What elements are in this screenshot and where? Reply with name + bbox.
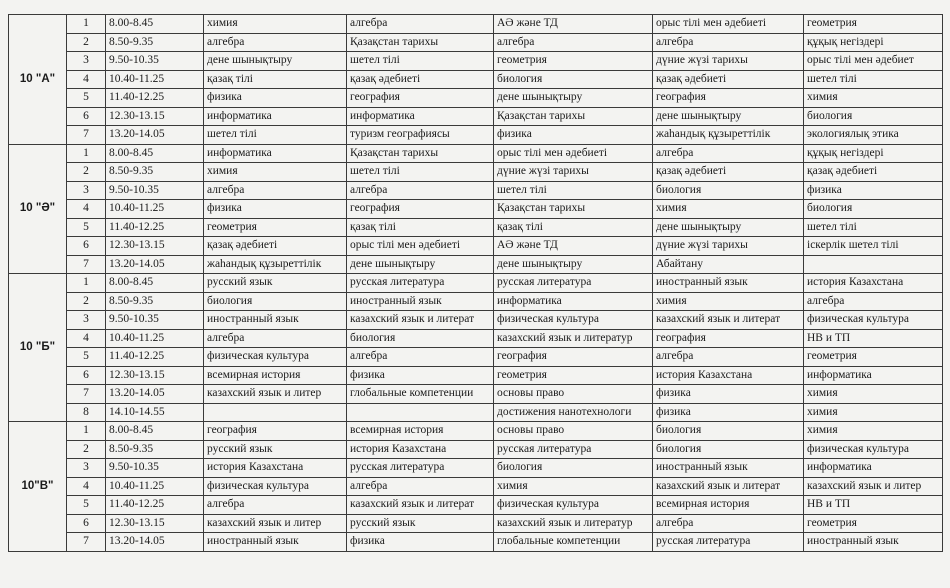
- subject-cell: экологиялық этика: [804, 126, 943, 145]
- subject-cell: физика: [204, 200, 347, 219]
- lesson-time: 8.50-9.35: [106, 163, 204, 182]
- lesson-number: 7: [67, 255, 106, 274]
- subject-cell: география: [204, 422, 347, 441]
- lesson-time: 9.50-10.35: [106, 52, 204, 71]
- subject-cell: дене шынықтыру: [204, 52, 347, 71]
- lesson-time: 13.20-14.05: [106, 533, 204, 552]
- subject-cell: Қазақстан тарихы: [494, 200, 653, 219]
- subject-cell: география: [653, 329, 804, 348]
- lesson-time: 9.50-10.35: [106, 311, 204, 330]
- subject-cell: история Казахстана: [653, 366, 804, 385]
- subject-cell: алгебра: [347, 348, 494, 367]
- table-row: [9, 533, 943, 552]
- table-row: [9, 422, 943, 441]
- subject-cell: химия: [804, 403, 943, 422]
- subject-cell: жаһандық құзыреттілік: [204, 255, 347, 274]
- subject-cell: алгебра: [204, 329, 347, 348]
- lesson-number: 2: [67, 440, 106, 459]
- subject-cell: казахский язык и литератур: [494, 329, 653, 348]
- subject-cell: история Казахстана: [347, 440, 494, 459]
- schedule-table: [8, 14, 943, 552]
- lesson-number: 6: [67, 107, 106, 126]
- subject-cell: география: [494, 348, 653, 367]
- lesson-time: 8.50-9.35: [106, 33, 204, 52]
- table-row: [9, 403, 943, 422]
- subject-cell: русская литература: [347, 274, 494, 293]
- subject-cell: физика: [653, 385, 804, 404]
- subject-cell: Қазақстан тарихы: [347, 144, 494, 163]
- subject-cell: алгебра: [204, 181, 347, 200]
- subject-cell: шетел тілі: [204, 126, 347, 145]
- lesson-time: 9.50-10.35: [106, 181, 204, 200]
- table-row: [9, 107, 943, 126]
- subject-cell: шетел тілі: [804, 70, 943, 89]
- schedule-body: [9, 15, 943, 552]
- subject-cell: шетел тілі: [494, 181, 653, 200]
- subject-cell: физическая культура: [804, 440, 943, 459]
- table-row: [9, 237, 943, 256]
- subject-cell: иностранный язык: [653, 274, 804, 293]
- lesson-number: 1: [67, 422, 106, 441]
- table-row: [9, 126, 943, 145]
- lesson-number: 5: [67, 218, 106, 237]
- subject-cell: физика: [653, 403, 804, 422]
- subject-cell: алгебра: [653, 514, 804, 533]
- subject-cell: география: [653, 89, 804, 108]
- lesson-number: 2: [67, 33, 106, 52]
- lesson-number: 1: [67, 274, 106, 293]
- lesson-number: 5: [67, 348, 106, 367]
- subject-cell: [347, 403, 494, 422]
- subject-cell: қазақ тілі: [204, 70, 347, 89]
- subject-cell: алгебра: [653, 144, 804, 163]
- subject-cell: казахский язык и литерат: [653, 477, 804, 496]
- subject-cell: иностранный язык: [204, 533, 347, 552]
- lesson-number: 4: [67, 477, 106, 496]
- subject-cell: русская литература: [494, 274, 653, 293]
- table-row: [9, 200, 943, 219]
- table-row: [9, 15, 943, 34]
- subject-cell: история Казахстана: [804, 274, 943, 293]
- subject-cell: физическая культура: [494, 311, 653, 330]
- subject-cell: дене шынықтыру: [494, 255, 653, 274]
- subject-cell: иностранный язык: [653, 459, 804, 478]
- subject-cell: информатика: [204, 107, 347, 126]
- table-row: [9, 459, 943, 478]
- subject-cell: дүние жүзі тарихы: [653, 237, 804, 256]
- subject-cell: іскерлік шетел тілі: [804, 237, 943, 256]
- table-row: [9, 366, 943, 385]
- subject-cell: всемирная история: [204, 366, 347, 385]
- subject-cell: физика: [347, 533, 494, 552]
- table-row: [9, 70, 943, 89]
- subject-cell: құқық негіздері: [804, 33, 943, 52]
- subject-cell: глобальные компетенции: [494, 533, 653, 552]
- subject-cell: шетел тілі: [347, 163, 494, 182]
- lesson-time: 10.40-11.25: [106, 70, 204, 89]
- class-name: 10"В": [9, 422, 67, 552]
- subject-cell: шетел тілі: [804, 218, 943, 237]
- subject-cell: алгебра: [347, 477, 494, 496]
- subject-cell: орыс тілі мен әдебиеті: [347, 237, 494, 256]
- class-name: 10 "Ә": [9, 144, 67, 274]
- lesson-time: 8.00-8.45: [106, 422, 204, 441]
- subject-cell: физическая культура: [204, 348, 347, 367]
- lesson-number: 7: [67, 126, 106, 145]
- lesson-number: 1: [67, 15, 106, 34]
- subject-cell: достижения нанотехнологи: [494, 403, 653, 422]
- subject-cell: география: [347, 89, 494, 108]
- table-row: [9, 181, 943, 200]
- lesson-number: 6: [67, 366, 106, 385]
- lesson-time: 8.00-8.45: [106, 15, 204, 34]
- subject-cell: дене шынықтыру: [653, 218, 804, 237]
- subject-cell: Абайтану: [653, 255, 804, 274]
- subject-cell: орыс тілі мен әдебиеті: [653, 15, 804, 34]
- table-row: [9, 514, 943, 533]
- lesson-number: 3: [67, 459, 106, 478]
- lesson-number: 3: [67, 52, 106, 71]
- lesson-number: 6: [67, 237, 106, 256]
- table-row: [9, 218, 943, 237]
- subject-cell: основы право: [494, 422, 653, 441]
- subject-cell: физика: [347, 366, 494, 385]
- subject-cell: физика: [494, 126, 653, 145]
- subject-cell: основы право: [494, 385, 653, 404]
- subject-cell: биология: [653, 181, 804, 200]
- lesson-time: 12.30-13.15: [106, 514, 204, 533]
- subject-cell: АӘ және ТД: [494, 237, 653, 256]
- subject-cell: биология: [204, 292, 347, 311]
- subject-cell: геометрия: [804, 15, 943, 34]
- lesson-number: 5: [67, 496, 106, 515]
- lesson-number: 5: [67, 89, 106, 108]
- subject-cell: НВ и ТП: [804, 329, 943, 348]
- subject-cell: шетел тілі: [347, 52, 494, 71]
- lesson-number: 4: [67, 329, 106, 348]
- subject-cell: биология: [494, 70, 653, 89]
- subject-cell: дүние жүзі тарихы: [494, 163, 653, 182]
- table-row: [9, 440, 943, 459]
- subject-cell: физика: [804, 181, 943, 200]
- subject-cell: геометрия: [494, 366, 653, 385]
- subject-cell: химия: [804, 89, 943, 108]
- table-row: [9, 477, 943, 496]
- subject-cell: физическая культура: [494, 496, 653, 515]
- subject-cell: глобальные компетенции: [347, 385, 494, 404]
- lesson-number: 7: [67, 385, 106, 404]
- subject-cell: НВ и ТП: [804, 496, 943, 515]
- subject-cell: иностранный язык: [347, 292, 494, 311]
- table-row: [9, 255, 943, 274]
- subject-cell: алгебра: [494, 33, 653, 52]
- subject-cell: биология: [804, 200, 943, 219]
- lesson-time: 11.40-12.25: [106, 218, 204, 237]
- subject-cell: алгебра: [347, 181, 494, 200]
- subject-cell: алгебра: [653, 348, 804, 367]
- subject-cell: химия: [204, 15, 347, 34]
- subject-cell: қазақ әдебиеті: [653, 163, 804, 182]
- subject-cell: информатика: [804, 366, 943, 385]
- subject-cell: информатика: [494, 292, 653, 311]
- subject-cell: Қазақстан тарихы: [347, 33, 494, 52]
- subject-cell: алгебра: [204, 496, 347, 515]
- subject-cell: дене шынықтыру: [347, 255, 494, 274]
- lesson-number: 8: [67, 403, 106, 422]
- subject-cell: [804, 255, 943, 274]
- subject-cell: қазақ әдебиеті: [204, 237, 347, 256]
- subject-cell: информатика: [804, 459, 943, 478]
- lesson-time: 11.40-12.25: [106, 496, 204, 515]
- lesson-time: 13.20-14.05: [106, 385, 204, 404]
- lesson-time: 8.50-9.35: [106, 292, 204, 311]
- subject-cell: геометрия: [494, 52, 653, 71]
- subject-cell: всемирная история: [653, 496, 804, 515]
- subject-cell: АӘ және ТД: [494, 15, 653, 34]
- lesson-time: 8.00-8.45: [106, 144, 204, 163]
- lesson-number: 4: [67, 70, 106, 89]
- table-row: [9, 274, 943, 293]
- subject-cell: химия: [653, 292, 804, 311]
- table-row: [9, 311, 943, 330]
- table-row: [9, 144, 943, 163]
- subject-cell: алгебра: [804, 292, 943, 311]
- table-row: [9, 292, 943, 311]
- subject-cell: [204, 403, 347, 422]
- subject-cell: туризм географиясы: [347, 126, 494, 145]
- subject-cell: русская литература: [494, 440, 653, 459]
- subject-cell: биология: [347, 329, 494, 348]
- subject-cell: химия: [653, 200, 804, 219]
- class-name: 10 "А": [9, 15, 67, 145]
- lesson-number: 1: [67, 144, 106, 163]
- lesson-time: 11.40-12.25: [106, 348, 204, 367]
- subject-cell: құқық негіздері: [804, 144, 943, 163]
- subject-cell: жаһандық құзыреттілік: [653, 126, 804, 145]
- subject-cell: дене шынықтыру: [494, 89, 653, 108]
- subject-cell: геометрия: [804, 348, 943, 367]
- subject-cell: физическая культура: [804, 311, 943, 330]
- lesson-number: 3: [67, 311, 106, 330]
- subject-cell: география: [347, 200, 494, 219]
- subject-cell: биология: [494, 459, 653, 478]
- subject-cell: русский язык: [204, 440, 347, 459]
- subject-cell: химия: [804, 422, 943, 441]
- lesson-number: 7: [67, 533, 106, 552]
- lesson-time: 12.30-13.15: [106, 237, 204, 256]
- subject-cell: қазақ әдебиеті: [653, 70, 804, 89]
- subject-cell: русская литература: [347, 459, 494, 478]
- subject-cell: казахский язык и литер: [204, 385, 347, 404]
- subject-cell: всемирная история: [347, 422, 494, 441]
- subject-cell: химия: [204, 163, 347, 182]
- subject-cell: алгебра: [347, 15, 494, 34]
- lesson-time: 11.40-12.25: [106, 89, 204, 108]
- table-row: [9, 329, 943, 348]
- lesson-time: 14.10-14.55: [106, 403, 204, 422]
- table-row: [9, 348, 943, 367]
- subject-cell: казахский язык и литерат: [347, 496, 494, 515]
- subject-cell: казахский язык и литер: [804, 477, 943, 496]
- lesson-time: 10.40-11.25: [106, 477, 204, 496]
- subject-cell: русский язык: [347, 514, 494, 533]
- lesson-number: 4: [67, 200, 106, 219]
- subject-cell: дене шынықтыру: [653, 107, 804, 126]
- subject-cell: казахский язык и литер: [204, 514, 347, 533]
- lesson-time: 12.30-13.15: [106, 107, 204, 126]
- subject-cell: информатика: [204, 144, 347, 163]
- subject-cell: казахский язык и литерат: [653, 311, 804, 330]
- subject-cell: биология: [653, 440, 804, 459]
- subject-cell: геометрия: [204, 218, 347, 237]
- subject-cell: русский язык: [204, 274, 347, 293]
- table-row: [9, 163, 943, 182]
- subject-cell: қазақ тілі: [494, 218, 653, 237]
- subject-cell: орыс тілі мен әдебиет: [804, 52, 943, 71]
- table-row: [9, 33, 943, 52]
- subject-cell: алгебра: [204, 33, 347, 52]
- table-row: [9, 385, 943, 404]
- subject-cell: дүние жүзі тарихы: [653, 52, 804, 71]
- subject-cell: информатика: [347, 107, 494, 126]
- table-row: [9, 52, 943, 71]
- class-name: 10 "Б": [9, 274, 67, 422]
- subject-cell: иностранный язык: [804, 533, 943, 552]
- subject-cell: физика: [204, 89, 347, 108]
- subject-cell: қазақ тілі: [347, 218, 494, 237]
- lesson-time: 8.00-8.45: [106, 274, 204, 293]
- subject-cell: геометрия: [804, 514, 943, 533]
- subject-cell: биология: [653, 422, 804, 441]
- subject-cell: история Казахстана: [204, 459, 347, 478]
- lesson-time: 9.50-10.35: [106, 459, 204, 478]
- subject-cell: орыс тілі мен әдебиеті: [494, 144, 653, 163]
- table-row: [9, 89, 943, 108]
- subject-cell: иностранный язык: [204, 311, 347, 330]
- subject-cell: алгебра: [653, 33, 804, 52]
- subject-cell: химия: [494, 477, 653, 496]
- subject-cell: русская литература: [653, 533, 804, 552]
- lesson-time: 12.30-13.15: [106, 366, 204, 385]
- lesson-time: 10.40-11.25: [106, 329, 204, 348]
- subject-cell: қазақ әдебиеті: [804, 163, 943, 182]
- subject-cell: қазақ әдебиеті: [347, 70, 494, 89]
- lesson-time: 10.40-11.25: [106, 200, 204, 219]
- lesson-number: 2: [67, 292, 106, 311]
- lesson-number: 6: [67, 514, 106, 533]
- subject-cell: физическая культура: [204, 477, 347, 496]
- subject-cell: биология: [804, 107, 943, 126]
- subject-cell: Қазақстан тарихы: [494, 107, 653, 126]
- subject-cell: химия: [804, 385, 943, 404]
- subject-cell: казахский язык и литерат: [347, 311, 494, 330]
- lesson-number: 3: [67, 181, 106, 200]
- lesson-number: 2: [67, 163, 106, 182]
- lesson-time: 8.50-9.35: [106, 440, 204, 459]
- table-row: [9, 496, 943, 515]
- lesson-time: 13.20-14.05: [106, 255, 204, 274]
- subject-cell: казахский язык и литератур: [494, 514, 653, 533]
- lesson-time: 13.20-14.05: [106, 126, 204, 145]
